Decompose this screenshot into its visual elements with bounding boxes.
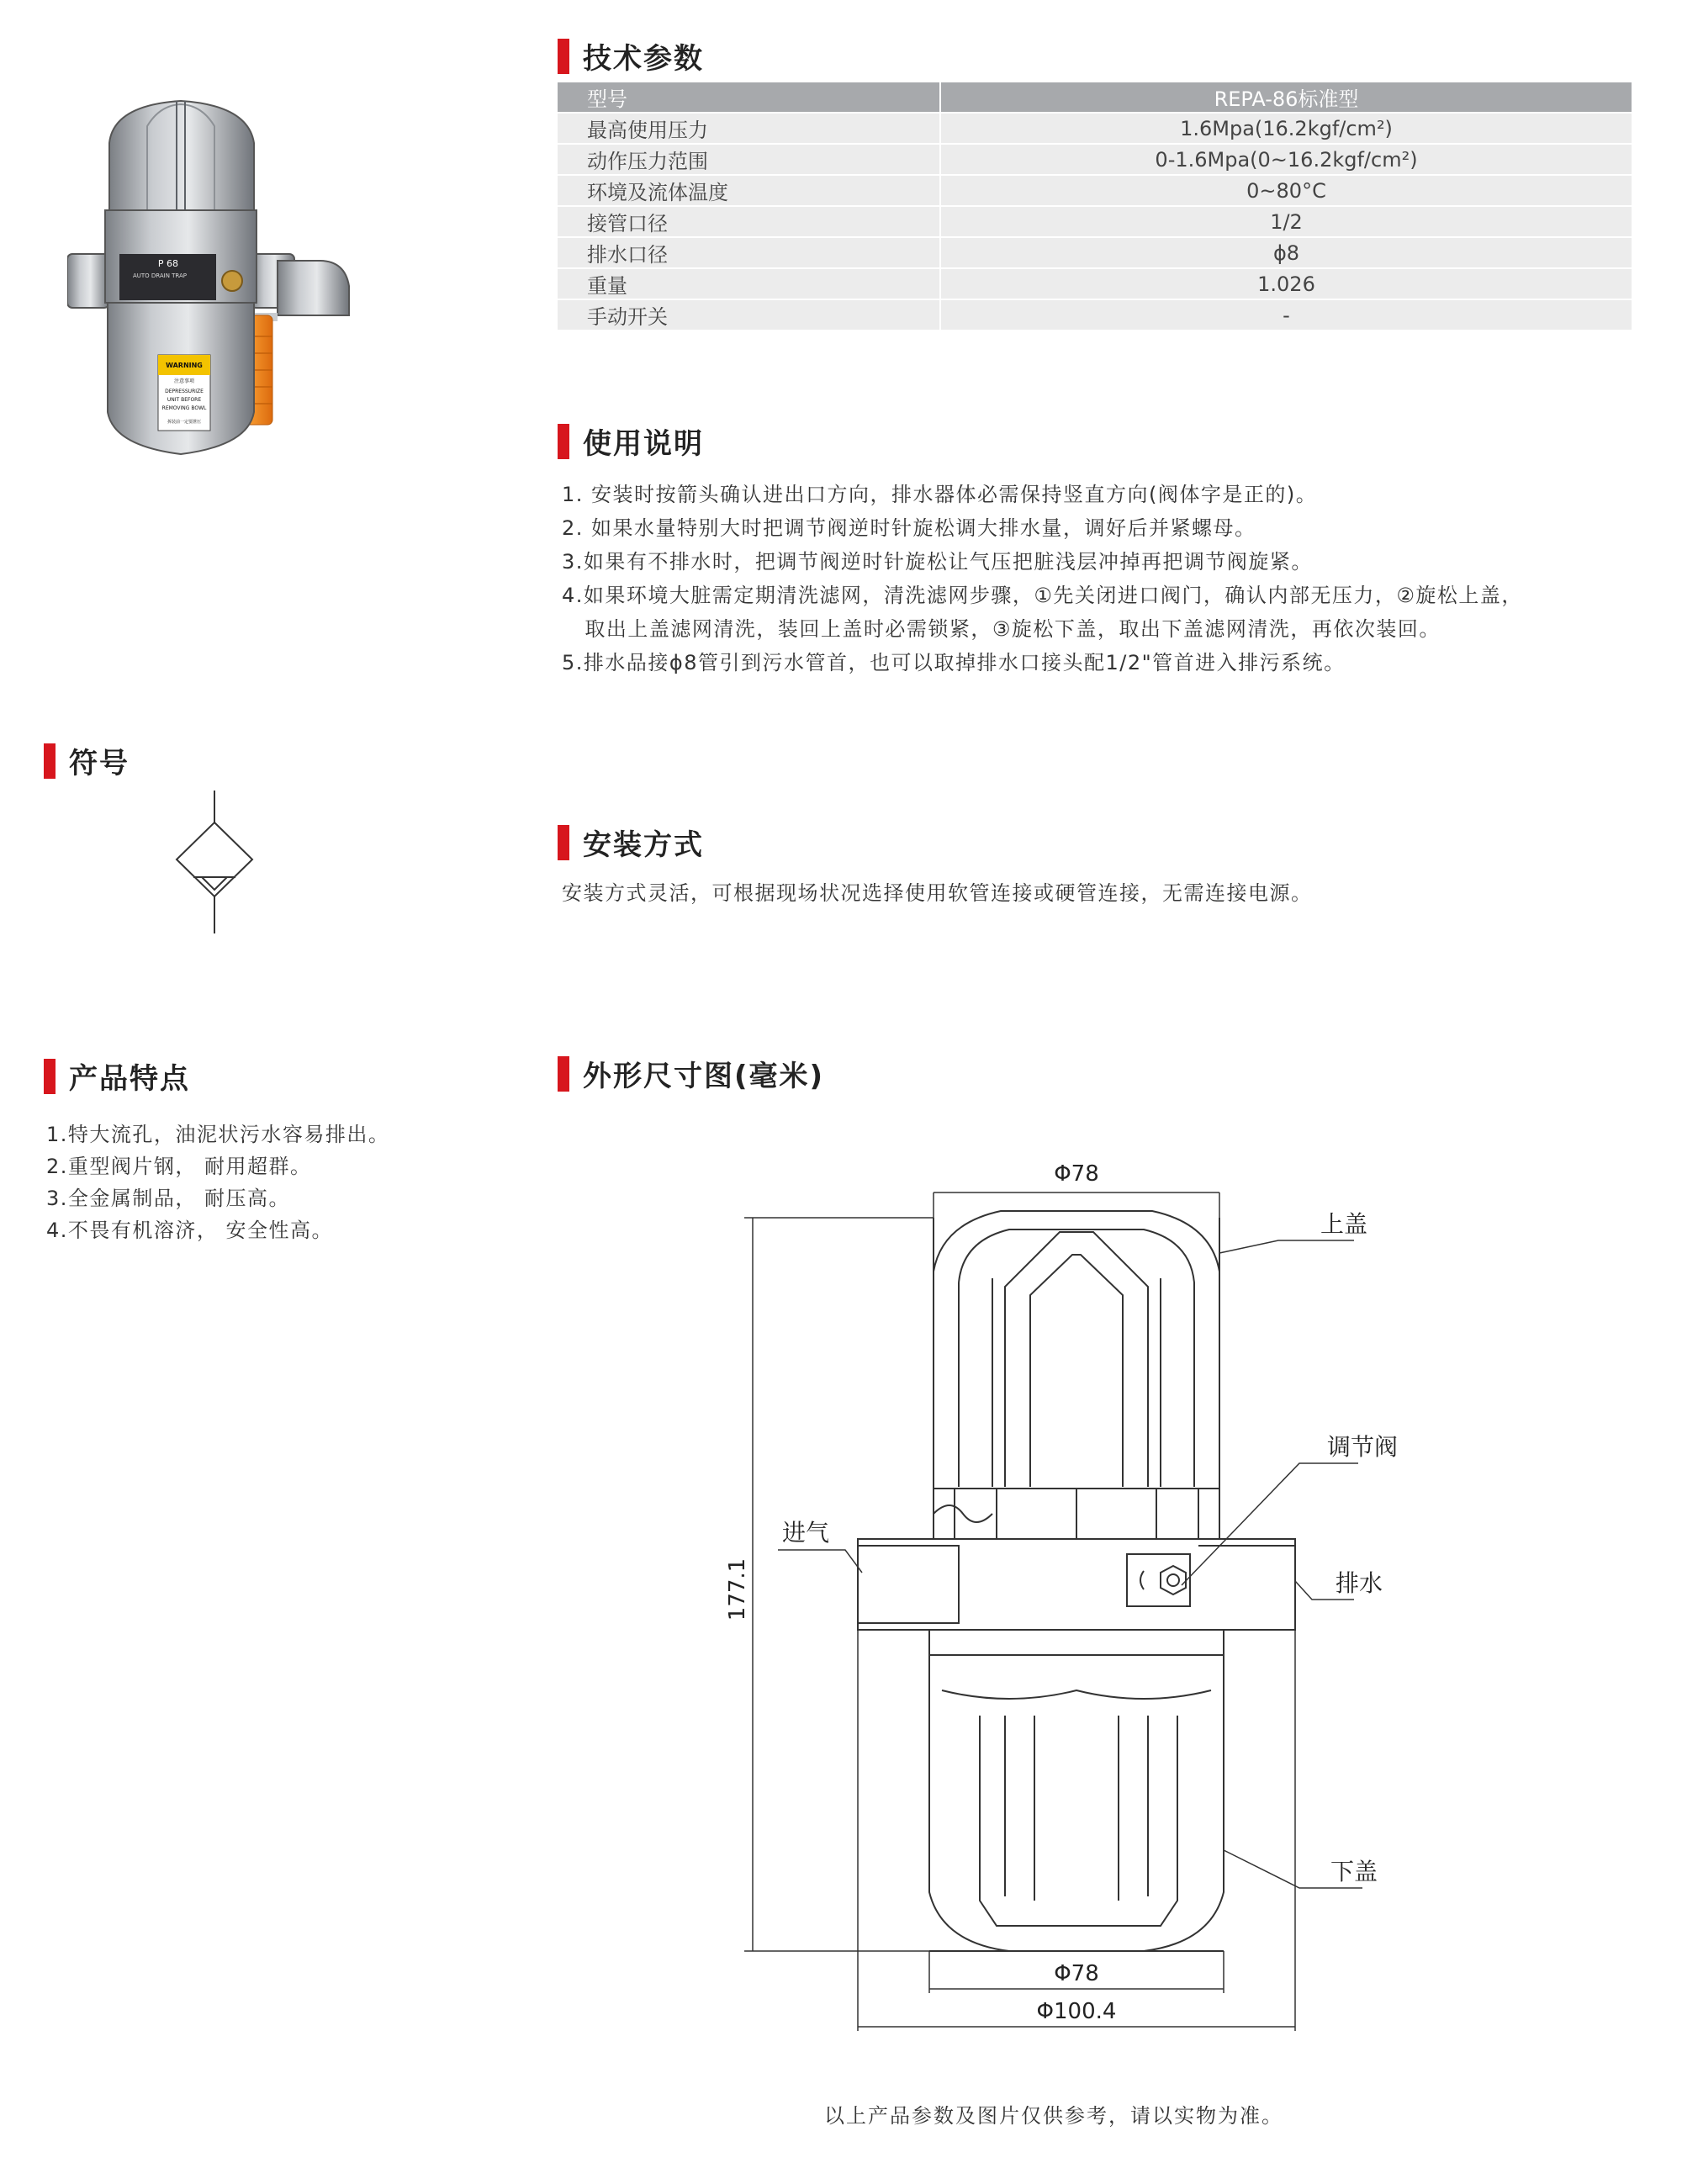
dim-height: 177.1	[725, 1557, 750, 1621]
install-text: 安装方式灵活，可根据现场状况选择使用软管连接或硬管连接，无需连接电源。	[562, 881, 1313, 905]
dim-body-width: Φ100.4	[1036, 1999, 1117, 2024]
label-bottom-cover: 下盖	[1330, 1858, 1378, 1885]
dim-bottom-width: Φ78	[1054, 1961, 1099, 1986]
install-title: 安装方式	[583, 828, 704, 862]
spec-key: 动作压力范围	[558, 144, 940, 175]
footnote: 以上产品参数及图片仅供参考，请以实物为准。	[824, 2104, 1283, 2128]
spec-key: 环境及流体温度	[558, 175, 940, 206]
list-item: 5.排水品接ϕ8管引到污水管首，也可以取掉排水口接头配1/2"管首进入排污系统。	[562, 651, 1346, 674]
spec-header-key: 型号	[558, 82, 940, 113]
spec-value: 0~80°C	[940, 175, 1632, 206]
table-row	[558, 268, 1632, 299]
label-drain: 排水	[1336, 1569, 1383, 1597]
photo-brand-label: AUTO DRAIN TRAP	[132, 272, 188, 279]
label-valve: 调节阀	[1327, 1433, 1399, 1461]
spec-key: 手动开关	[558, 299, 940, 331]
list-item: 2.重型阀片钢， 耐用超群。	[46, 1155, 312, 1178]
spec-title: 技术参数	[583, 42, 704, 76]
symbol-title: 符号	[69, 747, 130, 780]
dimensions-title: 外形尺寸图(毫米)	[583, 1060, 825, 1093]
spec-table	[558, 82, 1632, 331]
label-inlet: 进气	[782, 1519, 830, 1547]
spec-value: -	[940, 299, 1632, 331]
list-item: 取出上盖滤网清洗，装回上盖时必需锁紧，③旋松下盖，取出下盖滤网清洗，再依次装回。	[562, 617, 1441, 641]
list-item: 3.如果有不排水时，把调节阀逆时针旋松让气压把脏浅层冲掉再把调节阀旋紧。	[562, 550, 1313, 574]
spec-section-title	[558, 35, 704, 77]
photo-warning-cn: 注意事项	[173, 378, 195, 384]
table-row	[558, 175, 1632, 206]
list-item: 3.全金属制品， 耐压高。	[46, 1187, 291, 1210]
spec-key: 重量	[558, 268, 940, 299]
spec-header-value: REPA-86标准型	[940, 82, 1632, 113]
section-marker	[44, 743, 56, 779]
spec-value: 1.6Mpa(16.2kgf/cm²)	[940, 113, 1632, 144]
dimension-drawing	[690, 1144, 1447, 2035]
dimensions-section-title	[558, 1053, 824, 1094]
table-row	[558, 237, 1632, 268]
table-row	[558, 113, 1632, 144]
usage-title: 使用说明	[583, 427, 704, 461]
product-photo	[67, 93, 437, 530]
list-item: 4.不畏有机溶济， 安全性高。	[46, 1219, 334, 1242]
section-marker	[558, 39, 569, 74]
section-marker	[44, 1059, 56, 1094]
spec-value: 1.026	[940, 268, 1632, 299]
photo-warning-footer: 拆装前一定要泄压	[167, 420, 202, 425]
spec-value: 0-1.6Mpa(0~16.2kgf/cm²)	[940, 144, 1632, 175]
section-marker	[558, 825, 569, 860]
symbol-section-title	[44, 740, 130, 781]
spec-value: ϕ8	[940, 237, 1632, 268]
spec-table-header	[558, 82, 1632, 113]
spec-key: 最高使用压力	[558, 113, 940, 144]
dim-top-width: Φ78	[1054, 1161, 1099, 1187]
section-marker	[558, 424, 569, 459]
list-item: 2. 如果水量特别大时把调节阀逆时针旋松调大排水量，调好后并紧螺母。	[562, 516, 1256, 540]
list-item: 4.如果环境大脏需定期清洗滤网，清洗滤网步骤，①先关闭进口阀门，确认内部无压力，②旋松上盖，	[562, 584, 1523, 607]
list-item: 1. 安装时按箭头确认进出口方向，排水器体必需保持竖直方向(阀体字是正的)。	[562, 483, 1318, 506]
photo-model-label: P 68	[157, 258, 179, 269]
table-row	[558, 206, 1632, 237]
spec-key: 接管口径	[558, 206, 940, 237]
photo-warning-line-3: REMOVING BOWL	[161, 405, 207, 411]
section-marker	[558, 1056, 569, 1092]
photo-warning-line-1: DEPRESSURIZE	[165, 389, 204, 394]
table-row	[558, 144, 1632, 175]
usage-section-title	[558, 420, 704, 462]
spec-value: 1/2	[940, 206, 1632, 237]
photo-warning-title: WARNING	[166, 362, 203, 369]
features-list	[46, 1118, 389, 1246]
usage-list	[562, 478, 1523, 680]
table-row	[558, 299, 1632, 331]
list-item: 1.特大流孔，油泥状污水容易排出。	[46, 1123, 390, 1146]
drain-trap-symbol	[168, 791, 261, 933]
spec-key: 排水口径	[558, 237, 940, 268]
photo-warning-line-2: UNIT BEFORE	[167, 397, 202, 403]
features-section-title	[44, 1055, 190, 1097]
features-title: 产品特点	[69, 1062, 190, 1096]
install-section-title	[558, 822, 704, 863]
label-top-cover: 上盖	[1320, 1210, 1368, 1238]
